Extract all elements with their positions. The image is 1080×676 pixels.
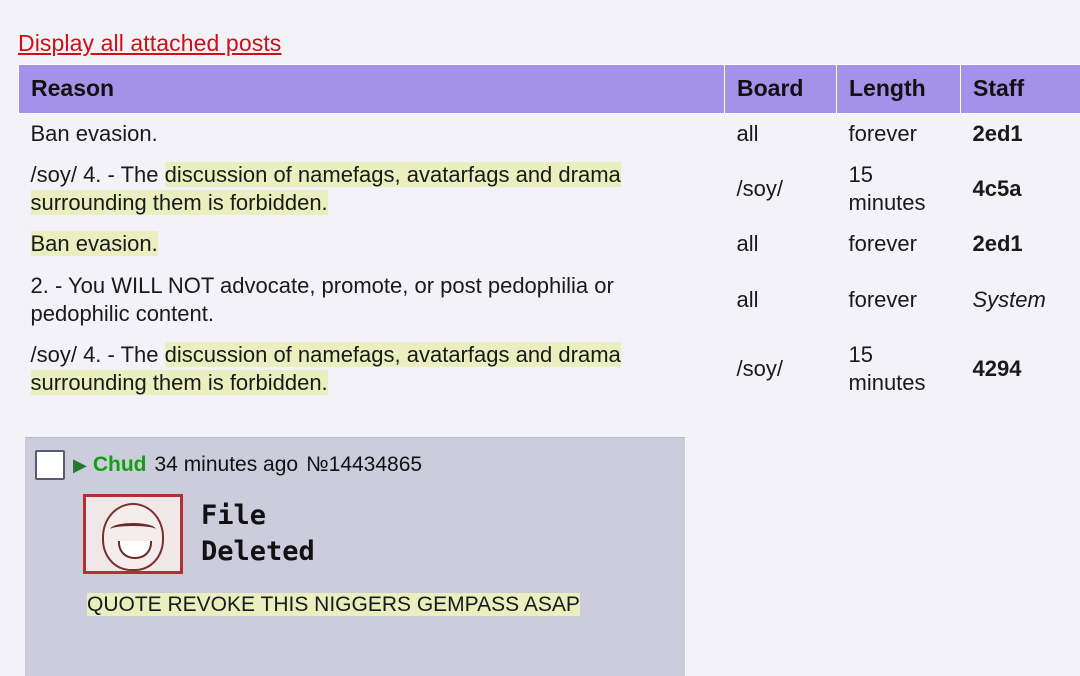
post-header bbox=[25, 438, 685, 480]
file-deleted-line-2: Deleted bbox=[201, 534, 315, 570]
file-deleted-line-1: File bbox=[201, 498, 315, 534]
deleted-file-thumbnail-icon[interactable] bbox=[83, 494, 183, 574]
post-select-checkbox[interactable] bbox=[35, 450, 65, 480]
ban-table-body bbox=[19, 114, 1080, 405]
reason-text-highlighted: Ban evasion. bbox=[31, 231, 158, 256]
column-header-length: Length bbox=[837, 65, 961, 114]
file-deleted-label bbox=[201, 498, 315, 571]
reason-text-highlighted: discussion of namefags, avatarfags and drama surrounding them is forbidden. bbox=[31, 162, 621, 215]
reason-text-plain: /soy/ 4. - The bbox=[31, 342, 165, 367]
post-author-name: Chud bbox=[93, 453, 147, 477]
cell-length: forever bbox=[837, 224, 961, 265]
reason-text-highlighted: discussion of namefags, avatarfags and drama surrounding them is forbidden. bbox=[31, 342, 621, 395]
cell-length: forever bbox=[837, 266, 961, 335]
reason-text-plain: /soy/ 4. - The bbox=[31, 162, 165, 187]
post-file-row bbox=[25, 480, 685, 574]
reason-text-plain: 2. - You WILL NOT advocate, promote, or post pedophilia or pedophilic content. bbox=[31, 273, 614, 326]
cell-board: all bbox=[725, 114, 837, 156]
table-row bbox=[19, 335, 1080, 404]
cell-board: all bbox=[725, 224, 837, 265]
cell-reason bbox=[19, 114, 725, 156]
ban-table-head bbox=[19, 65, 1080, 114]
display-all-attached-posts-link[interactable]: Display all attached posts bbox=[18, 30, 281, 57]
cell-board: /soy/ bbox=[725, 335, 837, 404]
cell-staff: 4c5a bbox=[961, 155, 1080, 224]
post-id-link[interactable]: №14434865 bbox=[306, 453, 422, 477]
cell-reason bbox=[19, 224, 725, 265]
ban-table bbox=[18, 64, 1080, 404]
cell-staff: System bbox=[961, 266, 1080, 335]
attached-post-preview bbox=[25, 437, 685, 676]
table-row bbox=[19, 224, 1080, 265]
cell-length: 15 minutes bbox=[837, 155, 961, 224]
cell-reason bbox=[19, 155, 725, 224]
cell-board: /soy/ bbox=[725, 155, 837, 224]
soyjak-face-icon bbox=[102, 503, 164, 571]
expand-triangle-icon[interactable]: ▶ bbox=[73, 456, 87, 474]
cell-staff: 2ed1 bbox=[961, 114, 1080, 156]
cell-length: 15 minutes bbox=[837, 335, 961, 404]
table-row bbox=[19, 266, 1080, 335]
cell-staff: 2ed1 bbox=[961, 224, 1080, 265]
table-header-row bbox=[19, 65, 1080, 114]
cell-board: all bbox=[725, 266, 837, 335]
post-body-text bbox=[25, 574, 647, 619]
post-timestamp: 34 minutes ago bbox=[155, 453, 299, 477]
cell-reason bbox=[19, 266, 725, 335]
cell-length: forever bbox=[837, 114, 961, 156]
cell-reason bbox=[19, 335, 725, 404]
reason-text-plain: Ban evasion. bbox=[31, 121, 158, 146]
table-row bbox=[19, 155, 1080, 224]
column-header-reason: Reason bbox=[19, 65, 725, 114]
post-body-highlighted: QUOTE REVOKE THIS NIGGERS GEMPASS ASAP bbox=[87, 593, 580, 616]
column-header-board: Board bbox=[725, 65, 837, 114]
table-row bbox=[19, 114, 1080, 156]
column-header-staff: Staff bbox=[961, 65, 1080, 114]
cell-staff: 4294 bbox=[961, 335, 1080, 404]
